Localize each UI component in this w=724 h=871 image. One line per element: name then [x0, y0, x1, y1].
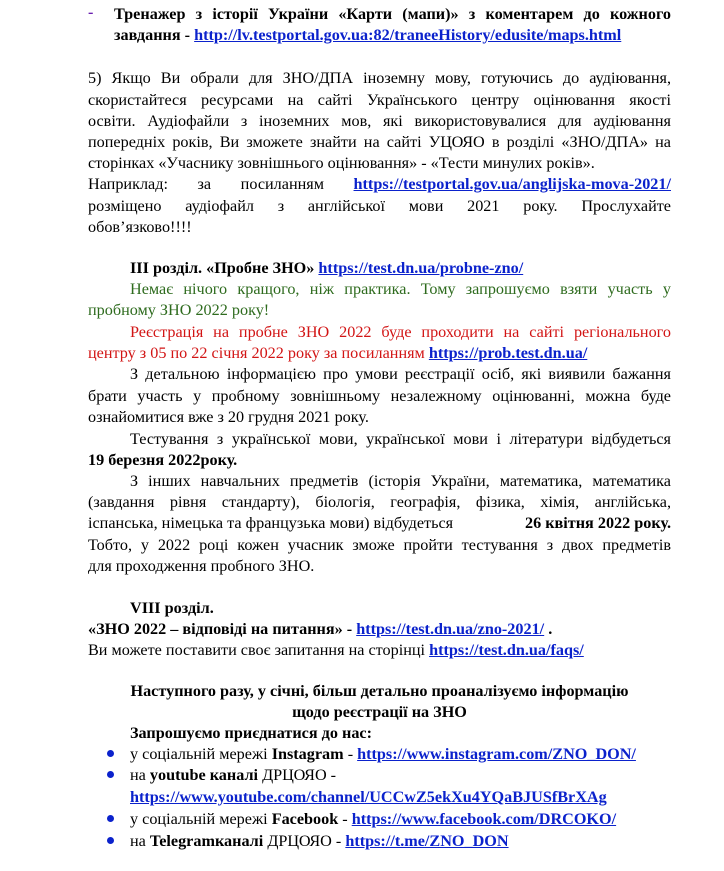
- item5-za-word: за: [197, 175, 212, 193]
- social-item-mid: ДРЦОЯО -: [263, 832, 346, 850]
- section3-red-2: [88, 342, 587, 364]
- item5-example-word: Наприклад:: [88, 175, 168, 193]
- item5-line-4: попередніх років, Ви зможете знайти на сайті УЦОЯО в розділі «ЗНО/ДПА» на: [88, 133, 671, 151]
- section8-question-text: Ви можете поставити своє запитання на сторінці: [88, 641, 430, 659]
- social-item-pre: на: [130, 832, 150, 850]
- section3-heading: [130, 257, 523, 279]
- youtube-link-line: [130, 786, 607, 808]
- social-item-pre: на: [130, 766, 150, 784]
- section3-title: ІІІ розділ. «Пробне ЗНО»: [130, 259, 319, 277]
- item5-line-1: 5) Якщо Ви обрали для ЗНО/ДПА іноземну мову, готуючись до аудіювання,: [88, 69, 671, 87]
- section3-p1-3: ознайомитися вже з 20 грудня 2021 року.: [88, 408, 369, 426]
- social-item-facebook: [130, 808, 616, 830]
- section8-line-1-end: .: [544, 620, 553, 638]
- section3-p1-1: З детальною інформацією про умови реєстрації осіб, які виявили бажання: [130, 365, 671, 383]
- section3-green-1: Немає нічого кращого, ніж практика. Тому запрошуємо взяти участь у: [130, 280, 671, 298]
- closing-line-1: Наступного разу, у січні, більш детально проаналізуємо інформацію: [130, 682, 629, 700]
- faqs-link[interactable]: https://test.dn.ua/faqs/: [429, 641, 584, 659]
- youtube-link[interactable]: https://www.youtube.com/channel/UCCwZ5ekXu4YQaBJUSfBrXAg: [130, 788, 607, 806]
- item5-line-6: [88, 173, 671, 195]
- section3-p3-2: (завдання рівня стандарту), біологія, географія, фізика, хімія, англійська,: [88, 493, 671, 511]
- telegram-link[interactable]: https://t.me/ZNO_DON: [345, 832, 509, 850]
- english-audio-link[interactable]: https://testportal.gov.ua/anglijska-mova-2021/: [353, 175, 671, 193]
- item5-line-2: скористайтеся ресурсами на сайті Українського центру оцінювання якості: [88, 91, 671, 109]
- social-item-pre: у соціальній мережі: [130, 810, 272, 828]
- item5-line-5: сторінках «Учаснику зовнішнього оцінювання» - «Тести минулих років».: [88, 154, 595, 172]
- bullet-icon: [107, 750, 114, 757]
- list-dash: -: [88, 3, 94, 21]
- prob-registration-link[interactable]: https://prob.test.dn.ua/: [428, 344, 588, 362]
- section3-p2-2: 19 березня 2022року.: [88, 451, 238, 469]
- social-item-name: Instagram: [271, 745, 344, 763]
- join-us-heading: Запрошуємо приєднатися до нас:: [130, 724, 372, 742]
- social-item-telegram: [130, 830, 509, 852]
- social-item-mid: -: [343, 745, 358, 763]
- trainer-line-1: Тренажер з історії України «Карти (мапи)» з коментарем до кожного: [114, 5, 671, 23]
- bullet-icon: [107, 837, 114, 844]
- section8-line-2: [88, 639, 584, 661]
- trainer-line-2: [114, 24, 621, 46]
- closing-line-2: щодо реєстрації на ЗНО: [292, 703, 467, 721]
- section3-p3-1: З інших навчальних предметів (історія України, математика, математика: [130, 472, 671, 490]
- section3-p3-4: Тобто, у 2022 році кожен учасник зможе пройти тестування з двох предметів: [88, 536, 671, 554]
- item5-line-3: освіти. Аудіофайли з іноземних мов, які використовувалися для аудіювання: [88, 112, 671, 130]
- section3-red-2-text: центру з 05 по 22 січня 2022 року за посиланням: [88, 344, 429, 362]
- section3-p1-2: брати участь у пробному зовнішньому незалежному оцінюванні, можна буде: [88, 387, 671, 405]
- maps-trainer-link[interactable]: http://lv.testportal.gov.ua:82/traneeHistory/edusite/maps.html: [194, 26, 622, 44]
- section3-p2-1: Тестування з української мови, української мови і літератури відбудеться: [130, 430, 671, 448]
- instagram-link[interactable]: https://www.instagram.com/ZNO_DON/: [357, 745, 636, 763]
- section3-p3-3: [88, 512, 671, 534]
- social-item-instagram: [130, 743, 636, 765]
- social-item-name: Telegramканалі: [149, 832, 264, 850]
- social-item-mid: ДРЦОЯО -: [258, 766, 337, 784]
- section8-heading: VIII розділ.: [130, 599, 214, 617]
- item5-line-7: розміщено аудіофайл з англійської мови 2021 року. Прослухайте: [88, 197, 671, 215]
- section3-red-1: Реєстрація на пробне ЗНО 2022 буде проходити на сайті регіонального: [130, 323, 671, 341]
- trainer-line-2-prefix: завдання -: [114, 26, 195, 44]
- item5-line-8: обов’язково!!!!: [88, 218, 192, 236]
- bullet-icon: [107, 815, 114, 822]
- social-item-pre: у соціальній мережі: [130, 745, 272, 763]
- social-item-mid: -: [338, 810, 352, 828]
- section3-p3-5: для проходження пробного ЗНО.: [88, 557, 315, 575]
- probne-zno-link[interactable]: https://test.dn.ua/probne-zno/: [318, 259, 524, 277]
- facebook-link[interactable]: https://www.facebook.com/DRCOKO/: [351, 810, 617, 828]
- section3-p3-3-date: 26 квітня 2022 року.: [524, 514, 671, 532]
- section8-line-1: [88, 618, 552, 640]
- item5-link-word: посиланням: [240, 175, 324, 193]
- section3-p3-3-text: іспанська, німецька та французька мови) відбудеться: [88, 514, 454, 532]
- zno-2021-link[interactable]: https://test.dn.ua/zno-2021/: [356, 620, 545, 638]
- social-item-name: Facebook: [271, 810, 339, 828]
- social-item-youtube: [130, 764, 336, 786]
- bullet-icon: [107, 771, 114, 778]
- social-item-name: youtube каналі: [149, 766, 259, 784]
- section3-green-2: пробному ЗНО 2022 року!: [88, 301, 270, 319]
- section8-faq-title: «ЗНО 2022 – відповіді на питання» -: [88, 620, 357, 638]
